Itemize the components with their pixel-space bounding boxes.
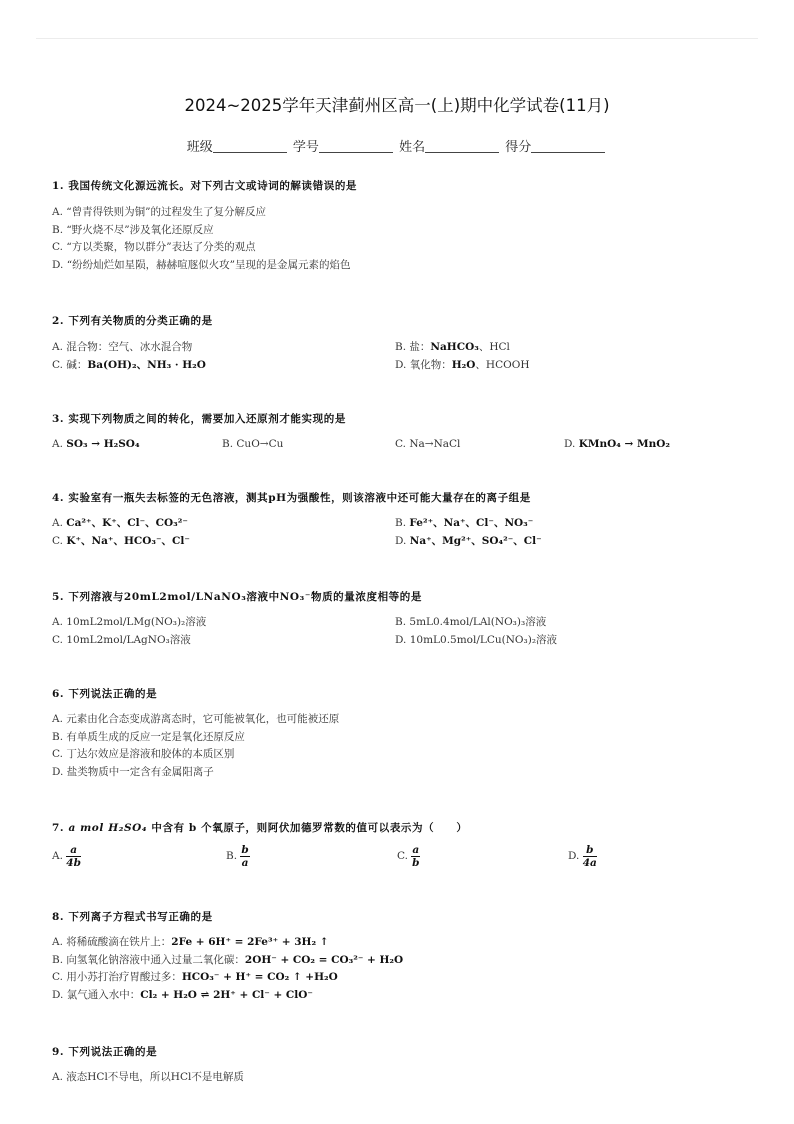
header-divider	[36, 38, 758, 39]
option-c[interactable]: C. “方以类聚，物以群分”表达了分类的观点	[52, 241, 256, 253]
question-stem: 9. 下列说法正确的是	[52, 1046, 158, 1058]
option-b[interactable]: B. CuO→Cu	[222, 438, 284, 450]
option-d[interactable]: D. Na⁺、Mg²⁺、SO₄²⁻、Cl⁻	[395, 534, 542, 547]
option-d[interactable]: D. 氧化物：H₂O、HCOOH	[395, 358, 530, 371]
question-4	[52, 490, 754, 550]
option-a[interactable]: A. “曾青得铁则为铜”的过程发生了复分解反应	[52, 206, 266, 218]
question-stem: 6. 下列说法正确的是	[52, 688, 158, 700]
option-a[interactable]: A. 将稀硫酸滴在铁片上：2Fe + 6H⁺ = 2Fe³⁺ + 3H₂ ↑	[52, 936, 329, 948]
option-c[interactable]: C. $\frac{a}{b}$	[397, 843, 420, 869]
option-a[interactable]: A. $\frac{a}{4b}$	[52, 843, 81, 869]
question-stem: 3. 实现下列物质之间的转化，需要加入还原剂才能实现的是	[52, 413, 346, 425]
question-stem: 5. 下列溶液与20mL2mol/LNaNO₃溶液中NO₃⁻物质的量浓度相等的是	[52, 591, 422, 603]
question-6	[52, 686, 754, 781]
question-3	[52, 411, 754, 454]
option-b[interactable]: B. 有单质生成的反应一定是氧化还原反应	[52, 730, 245, 743]
option-b[interactable]: B. Fe²⁺、Na⁺、Cl⁻、NO₃⁻	[395, 517, 534, 529]
option-c[interactable]: C. Na→NaCl	[395, 438, 461, 450]
page-title: 2024~2025学年天津蓟州区高一(上)期中化学试卷(11月)	[184, 96, 610, 115]
option-a[interactable]: A. SO₃ → H₂SO₄	[52, 438, 140, 450]
option-d[interactable]: D. $\frac{b}{4a}$	[568, 843, 597, 869]
question-stem: 1. 我国传统文化源远流长。对下列古文或诗词的解读错误的是	[52, 180, 358, 192]
score-field[interactable]: 得分	[505, 136, 607, 155]
question-stem: 7. a mol H₂SO₄ 中含有 b 个氧原子，则阿伏加德罗常数的值可以表示为（ ）	[52, 822, 468, 834]
class-field[interactable]: 班级	[187, 136, 289, 155]
name-field[interactable]: 姓名	[399, 136, 501, 155]
option-d[interactable]: D. 10mL0.5mol/LCu(NO₃)₂溶液	[395, 633, 558, 646]
question-stem: 4. 实验室有一瓶失去标签的无色溶液，测其pH为强酸性，则该溶液中还可能大量存在的离子组是	[52, 492, 531, 504]
option-c[interactable]: C. 用小苏打治疗胃酸过多：HCO₃⁻ + H⁺ = CO₂ ↑ +H₂O	[52, 971, 338, 983]
option-b[interactable]: B. 向氢氧化钠溶液中通入过量二氧化碳：2OH⁻ + CO₂ = CO₃²⁻ + H₂O	[52, 953, 404, 966]
option-b[interactable]: B. 5mL0.4mol/LAl(NO₃)₃溶液	[395, 616, 547, 628]
option-a[interactable]: A. 元素由化合态变成游离态时，它可能被氧化，也可能被还原	[52, 713, 340, 725]
option-c[interactable]: C. 碱：Ba(OH)₂、NH₃ · H₂O	[52, 358, 206, 371]
question-2	[52, 313, 754, 374]
student-info-line	[0, 136, 794, 155]
option-d[interactable]: D. KMnO₄ → MnO₂	[564, 438, 670, 450]
student-id-field[interactable]: 学号	[293, 136, 395, 155]
question-stem: 8. 下列离子方程式书写正确的是	[52, 911, 213, 923]
question-5	[52, 589, 754, 649]
option-d[interactable]: D. 盐类物质中一定含有金属阳离子	[52, 765, 214, 778]
option-c[interactable]: C. K⁺、Na⁺、HCO₃⁻、Cl⁻	[52, 534, 190, 547]
question-7	[52, 820, 754, 870]
option-c[interactable]: C. 10mL2mol/LAgNO₃溶液	[52, 633, 191, 646]
question-9	[52, 1044, 754, 1087]
question-stem: 2. 下列有关物质的分类正确的是	[52, 315, 213, 327]
option-d[interactable]: D. 氯气通入水中：Cl₂ + H₂O ⇌ 2H⁺ + Cl⁻ + ClO⁻	[52, 988, 313, 1001]
option-b[interactable]: B. 盐：NaHCO₃、HCl	[395, 341, 510, 353]
option-d[interactable]: D. “纷纷灿烂如星陨，赫赫喧豗似火攻”呈现的是金属元素的焰色	[52, 258, 351, 271]
question-1	[52, 178, 754, 274]
option-a[interactable]: A. 液态HCl不导电，所以HCl不是电解质	[52, 1071, 244, 1083]
question-8	[52, 909, 754, 1004]
option-a[interactable]: A. 10mL2mol/LMg(NO₃)₂溶液	[52, 616, 207, 628]
option-a[interactable]: A. 混合物：空气、冰水混合物	[52, 341, 193, 353]
option-a[interactable]: A. Ca²⁺、K⁺、Cl⁻、CO₃²⁻	[52, 517, 188, 529]
option-c[interactable]: C. 丁达尔效应是溶液和胶体的本质区别	[52, 748, 235, 760]
option-b[interactable]: B. $\frac{b}{a}$	[226, 843, 249, 869]
option-b[interactable]: B. “野火烧不尽”涉及氧化还原反应	[52, 223, 214, 236]
